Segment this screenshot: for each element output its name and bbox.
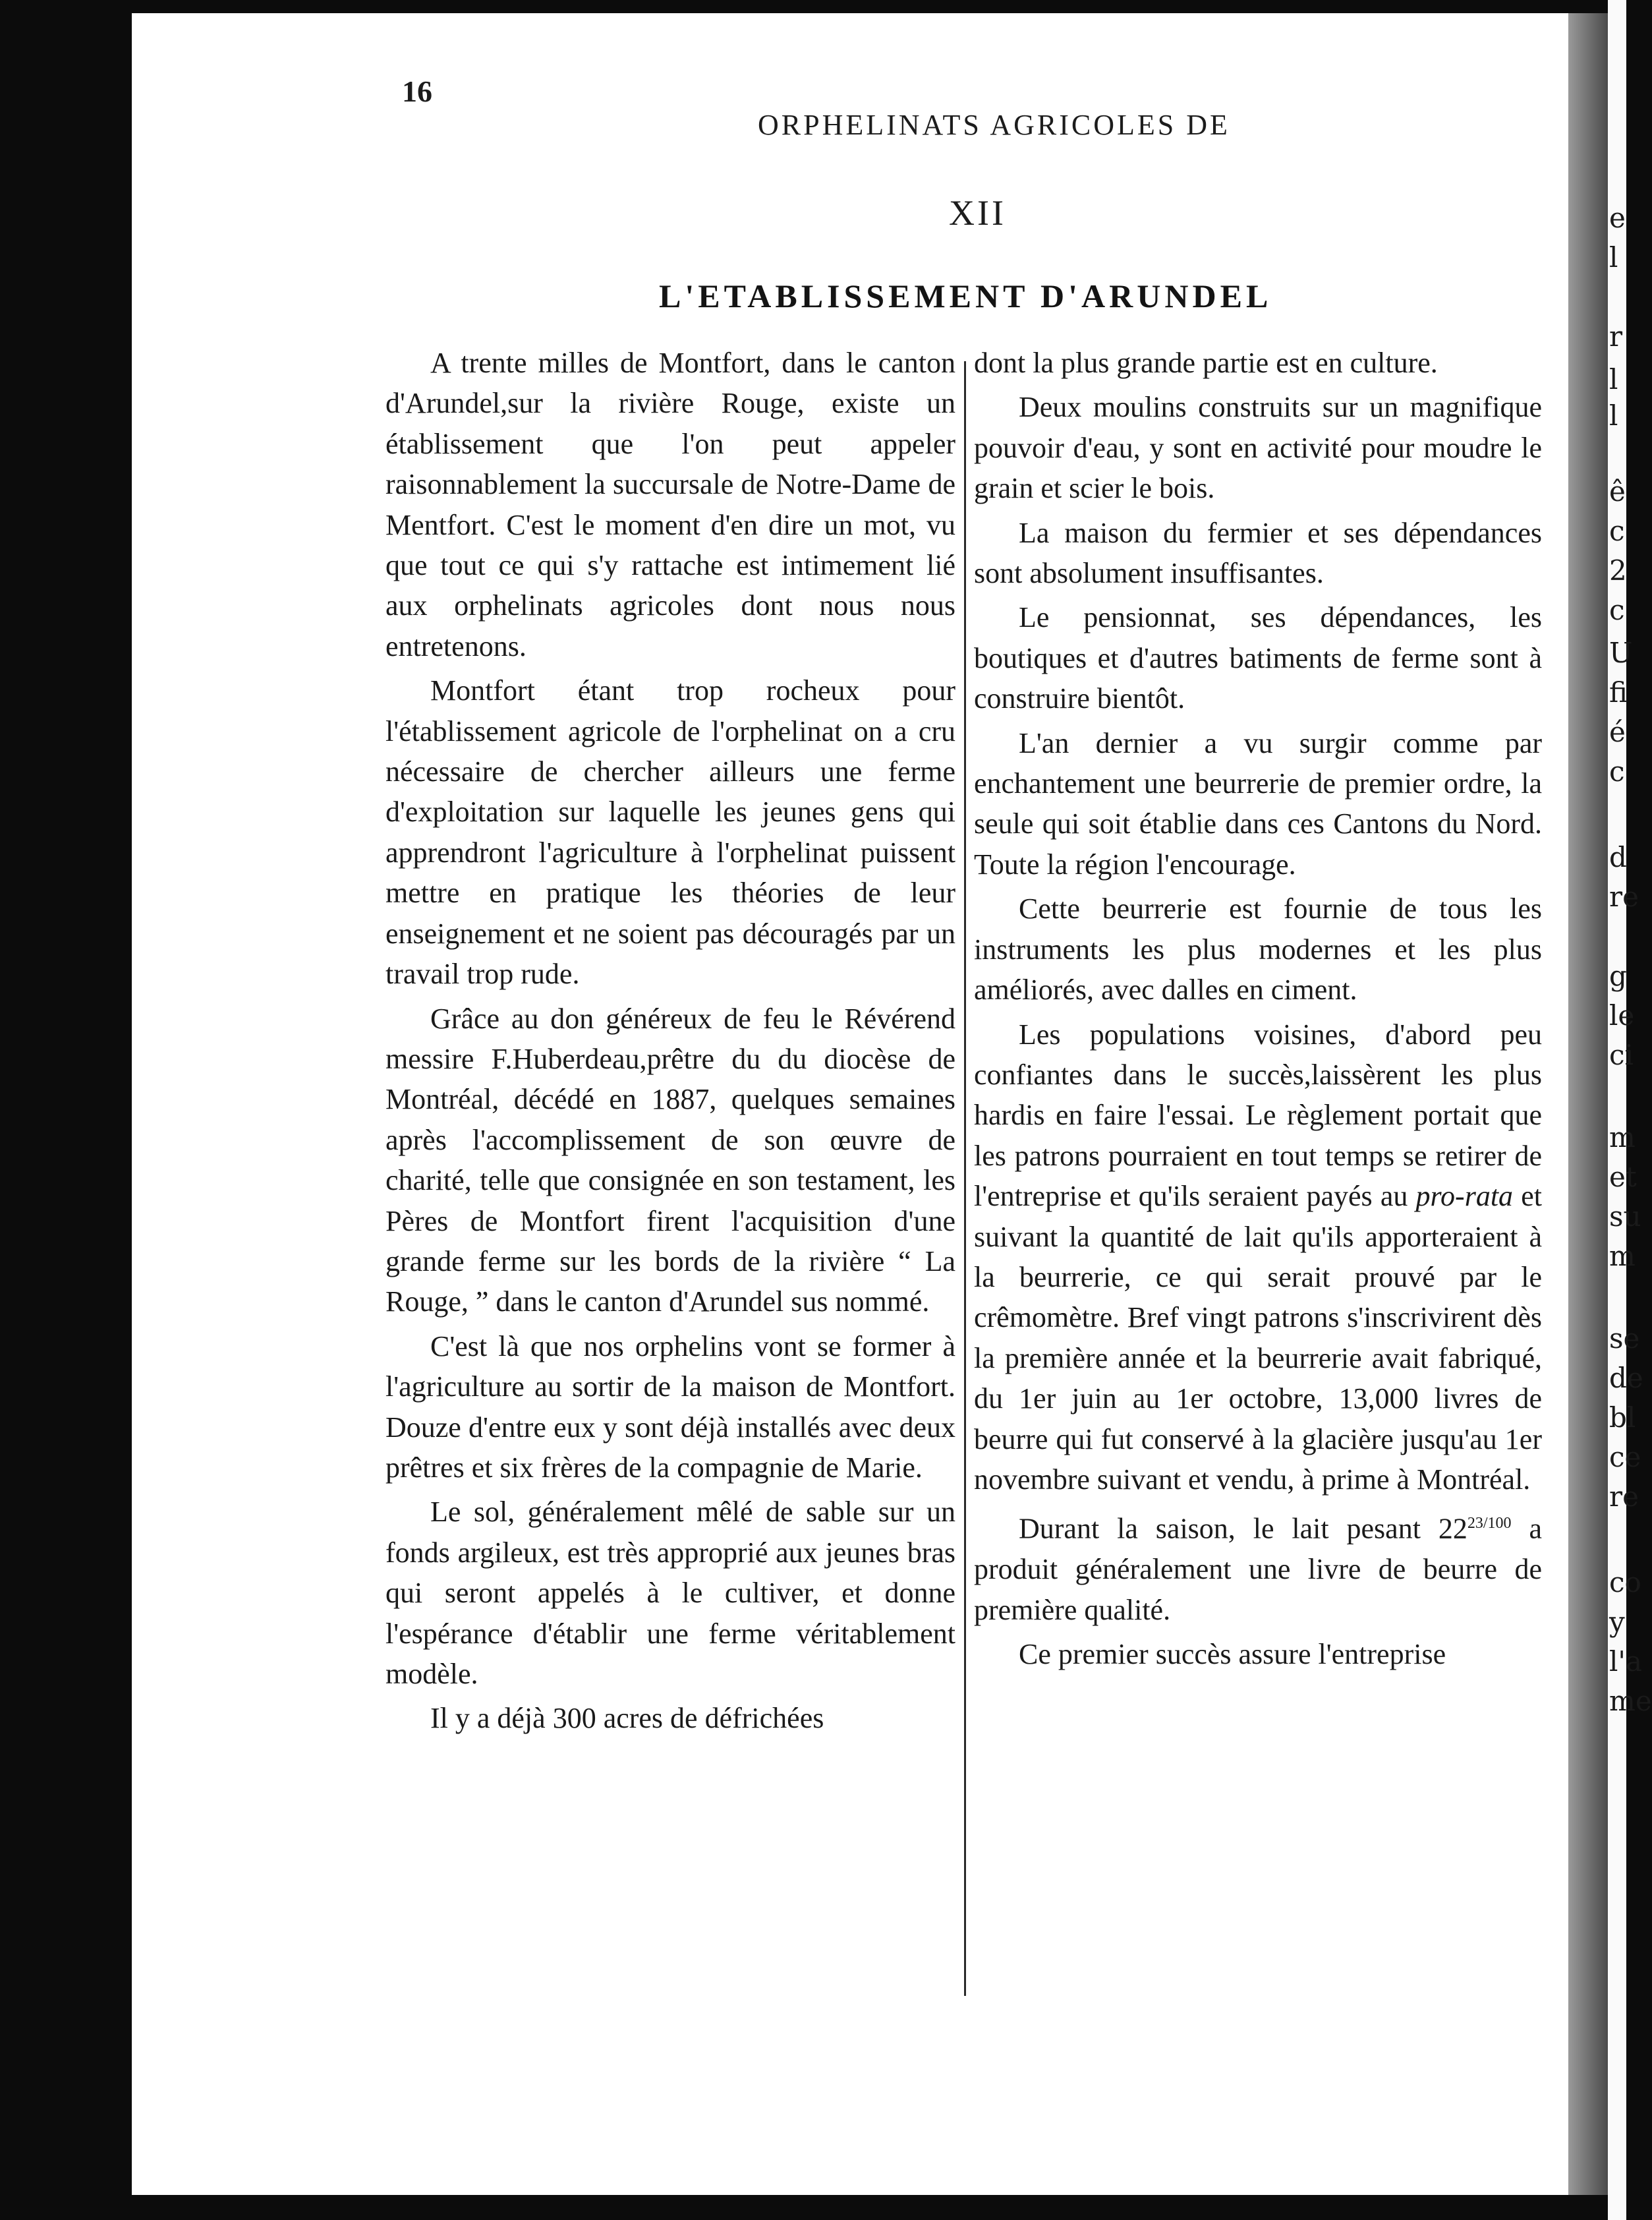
bleed-fragment: l [1609, 363, 1618, 395]
page-gutter-shadow [1568, 13, 1608, 2195]
paragraph: Il y a déjà 300 acres de défrichées [430, 1702, 824, 1735]
text-run: a produit généralement une livre de beurre de première qualité. [974, 1513, 1542, 1626]
paragraph: Deux moulins construits sur un magnifique pouvoir d'eau, y sont en activité pour moudre le grain et scier le bois. [974, 391, 1542, 505]
bleed-fragment: m [1609, 1121, 1636, 1154]
bleed-fragment: l [1609, 241, 1618, 274]
running-header [0, 74, 1626, 141]
bleed-fragment: c [1609, 755, 1625, 788]
bleed-fragment: et [1609, 1161, 1637, 1193]
bleed-fragment: co [1609, 1566, 1641, 1598]
paragraph: Grâce au don généreux de feu le Révérend messire F.Huberdeau,prêtre du du diocèse de Montréal, décédé en 1887, quelques semaines après l'accomplissement de son œuvre de charité, telle que consignée en son testament, les Pères de Montfort firent l'acquisition d'une grande ferme sur les bords de la rivière “ La Rouge, ” dans le canton d'Arundel sus nommé. [385, 1002, 955, 1318]
paragraph: Le sol, généralement mêlé de sable sur un fonds argileux, est très approprié aux jeunes bras qui seront appelés à le cultiver, et donne l'espérance d'établir une ferme véritablement modèle. [385, 1496, 955, 1690]
adjacent-page-bleed [1608, 0, 1652, 2220]
bleed-fragment: re [1609, 1480, 1639, 1513]
bleed-fragment: su [1609, 1200, 1641, 1233]
paragraph: C'est là que nos orphelins vont se former à l'agriculture au sortir de la maison de Montfort. Douze d'entre eux y sont déjà installés avec deux prêtres et six frères de la compagnie de Marie. [385, 1329, 955, 1484]
bleed-fragment: fi [1609, 676, 1628, 709]
bleed-fragment: m [1609, 1240, 1636, 1272]
page-number: 16 [402, 74, 432, 108]
bleed-fragment: le [1609, 999, 1635, 1032]
bleed-fragment: 2 [1609, 554, 1627, 587]
italic-term: pro-rata [1415, 1180, 1514, 1213]
bleed-fragment: c [1609, 515, 1625, 547]
section-title: L'ETABLISSEMENT D'ARUNDEL [659, 278, 1272, 314]
bleed-fragment: de [1609, 1362, 1643, 1394]
paragraph: La maison du fermier et ses dépendances sont absolument insuffisantes. [974, 516, 1542, 590]
fraction: 23/100 [1467, 1515, 1512, 1533]
paragraph: Ce premier succès assure l'entreprise [1019, 1638, 1446, 1671]
bleed-fragment: c [1609, 594, 1625, 626]
column-divider [964, 361, 966, 1996]
bleed-fragment: y [1609, 1606, 1625, 1638]
bleed-fragment: re [1609, 881, 1639, 913]
running-title: ORPHELINATS AGRICOLES DE [758, 109, 1230, 141]
bleed-fragment: r [1609, 320, 1623, 353]
text-run: Les populations voisines, d'abord peu confiantes dans le succès,laissèrent les plus hardis en faire l'essai. Le règlement portait que les patrons pourraient en tout temps se retirer de l'entreprise et qu'ils seraient payés au [974, 1018, 1542, 1213]
bleed-fragment: l'a [1609, 1645, 1643, 1678]
text-run: Durant la saison, le lait pesant 22 [1019, 1513, 1467, 1546]
paragraph-continuation: dont la plus grande partie est en culture. [974, 347, 1438, 379]
bleed-fragment: ci [1609, 1039, 1634, 1071]
right-column [974, 343, 1542, 1675]
section-number: XII [949, 193, 1006, 233]
bleed-fragment: U [1609, 637, 1633, 669]
bleed-fragment: ce [1609, 1441, 1641, 1473]
paragraph [974, 1014, 1542, 1500]
bleed-fragment: é [1609, 716, 1626, 748]
bleed-fragment: g [1609, 960, 1627, 992]
bleed-fragment: bl [1609, 1401, 1636, 1434]
paragraph: Le pensionnat, ses dépendances, les boutiques et d'autres batiments de ferme sont à construire bientôt. [974, 601, 1542, 715]
paragraph [974, 1504, 1542, 1630]
paragraph: L'an dernier a vu surgir comme par enchantement une beurrerie de premier ordre, la seule qui soit établie dans ces Cantons du Nord. Toute la région l'encourage. [974, 726, 1542, 881]
left-column [385, 343, 955, 1739]
bleed-fragment: d [1609, 841, 1627, 873]
bleed-fragment: ê [1609, 475, 1626, 508]
bleed-fragment: l [1609, 399, 1618, 432]
paragraph: Montfort étant trop rocheux pour l'établissement agricole de l'orphelinat on a cru nécessaire de chercher ailleurs une ferme d'exploitation sur laquelle les jeunes gens qui apprendront l'agriculture à l'orphelinat puissent mettre en pratique les théories de leur enseignement et ne soient pas découragés par un travail trop rude. [385, 674, 955, 991]
bleed-fragment: me [1609, 1685, 1652, 1717]
paragraph: A trente milles de Montfort, dans le canton d'Arundel,sur la rivière Rouge, existe un établissement que l'on peut appeler raisonnablement la succursale de Notre-Dame de Mentfort. C'est le moment d'en dire un mot, vu que tout ce qui s'y rattache est intimement lié aux orphelinats agricoles dont nous nous entretenons. [385, 347, 955, 662]
bleed-fragment: se [1609, 1322, 1640, 1355]
bleed-fragment: e [1609, 202, 1626, 234]
paragraph: Cette beurrerie est fournie de tous les instruments les plus modernes et les plus améliorés, avec dalles en ciment. [974, 892, 1542, 1007]
text-run: et suivant la quantité de lait qu'ils apporteraient à la beurrerie, ce qui serait prouvé par le crêmomètre. Bref vingt patrons s'inscrivirent dès la première année et la beurrerie avait fabriqué, du 1er juin au 1er octobre, 13,000 livres de beurre qui fut conservé à la glacière jusqu'au 1er novembre suivant et vendu, à prime à Montréal. [974, 1180, 1543, 1496]
